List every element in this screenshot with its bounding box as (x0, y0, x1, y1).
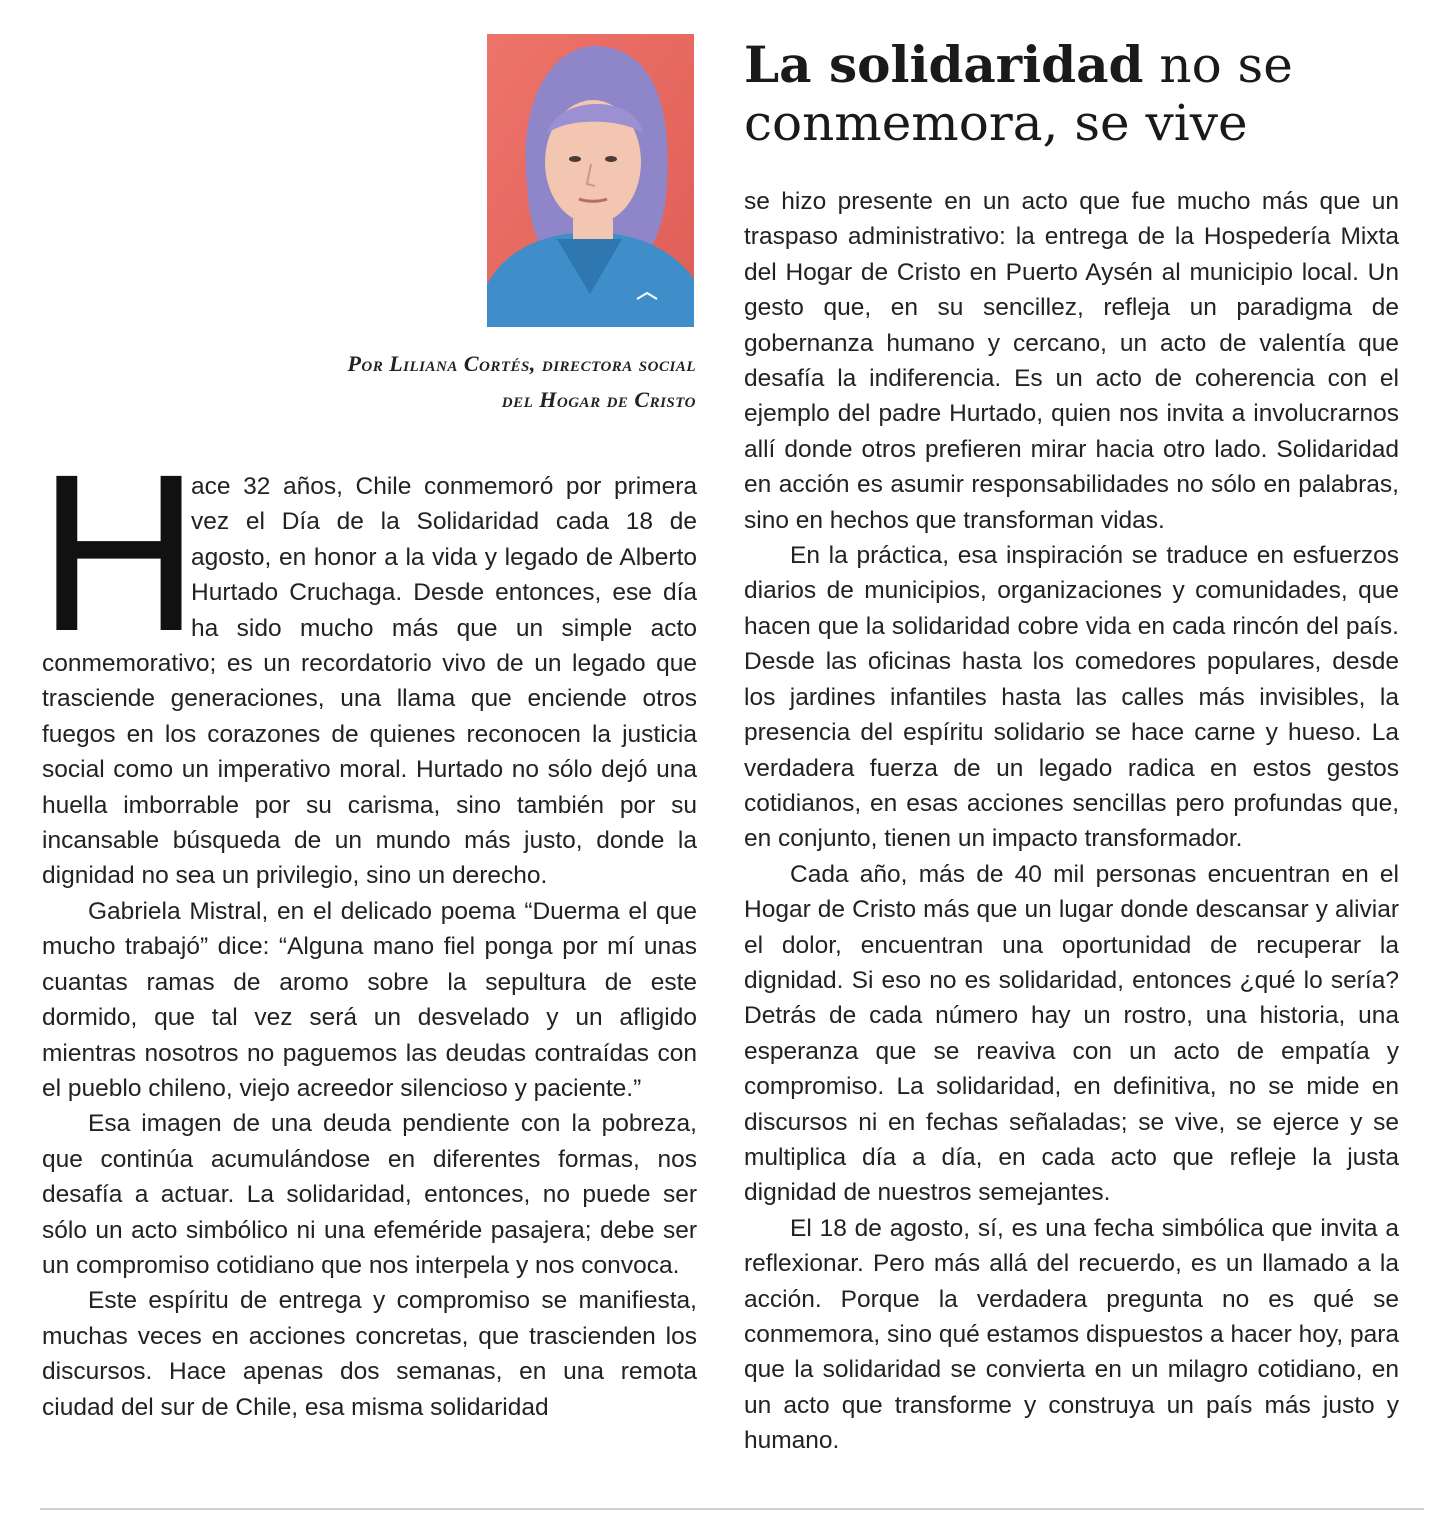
paragraph: Esa imagen de una deuda pendiente con la pobreza, que continúa acumulándose en diferentes formas, nos desafía a actuar. La solidaridad, entonces, no puede ser sólo un acto simbólico ni una efeméride pasajera; debe ser un compromiso cotidiano que nos interpela y nos convoca. (42, 1110, 697, 1279)
headline-rest: no se conmemora, se vive (744, 36, 1293, 152)
byline-line-2: del Hogar de Cristo (501, 387, 696, 412)
author-portrait (487, 34, 694, 327)
paragraph: Gabriela Mistral, en el delicado poema “Duerma el que mucho trabajó” dice: “Alguna mano fiel ponga por mí unas cuantas ramas de aromo sobre la sepultura de este dormido, que tal vez será un desvelado y un afligido mientras nosotros no paguemos las deudas contraídas con el pueblo chileno, viejo acreedor silencioso y paciente.” (42, 897, 697, 1102)
paragraph: se hizo presente en un acto que fue mucho más que un traspaso administrativo: la entrega de la Hospedería Mixta del Hogar de Cristo en Puerto Aysén al municipio local. Un gesto que, en su sencillez, refleja un paradigma de gobernanza humano y cercano, un acto de valentía que desafía la indiferencia. Es un acto de coherencia con el ejemplo del padre Hurtado, quien nos invita a involucrarnos allí donde otros prefieren mirar hacia otro lado. Solidaridad en acción es asumir responsabilidades no sólo en palabras, sino en hechos que transforman vidas. (744, 188, 1399, 534)
byline (230, 346, 696, 418)
headline-bold: La solidaridad (744, 35, 1144, 94)
paragraph: Este espíritu de entrega y compromiso se manifiesta, muchas veces en acciones concretas, que trascienden los discursos. Hace apenas dos semanas, en una remota ciudad del sur de Chile, esa misma solidaridad (42, 1287, 697, 1421)
right-column (744, 184, 1399, 1459)
paragraph: En la práctica, esa inspiración se traduce en esfuerzos diarios de municipios, organizaciones y comunidades, que hacen que la solidaridad cobre vida en cada rincón del país. Desde las oficinas hasta los comedores populares, desde los jardines infantiles hasta las calles más invisibles, la presencia del espíritu solidario se hace carne y hueso. La verdadera fuerza de un legado radica en estos gestos cotidianos, en esas acciones sencillas pero profundas que, en conjunto, tienen un impacto transformador. (744, 542, 1399, 853)
paragraph: H ace 32 años, Chile conmemoró por primera vez el Día de la Solidaridad cada 18 de agosto, en honor a la vida y legado de Alberto Hurtado Cruchaga. Desde entonces, ese día ha sido mucho más que un simple acto conmemorativo; es un recordatorio vivo de un legado que trasciende generaciones, una llama que enciende otros fuegos en los corazones de quienes reconocen la justicia social como un imperativo moral. Hurtado no sólo dejó una huella imborrable por su carisma, sino también por su incansable búsqueda de un mundo más justo, donde la dignidad no sea un privilegio, sino un derecho. (38, 428, 697, 890)
bottom-rule (40, 1508, 1424, 1510)
paragraph: El 18 de agosto, sí, es una fecha simbólica que invita a reflexionar. Pero más allá del recuerdo, es un llamado a la acción. Porque la verdadera pregunta no es qué se conmemora, sino qué estamos dispuestos a hacer hoy, para que la solidaridad se convierta en un milagro cotidiano, en un acto que transforme y construya un país más justo y humano. (744, 1214, 1399, 1455)
article-headline (744, 36, 1434, 152)
paragraph: Cada año, más de 40 mil personas encuentran en el Hogar de Cristo más que un lugar donde descansar y aliviar el dolor, encuentran una oportunidad de recuperar la dignidad. Si eso no es solidaridad, entonces ¿qué lo sería? Detrás de cada número hay un rostro, una historia, una esperanza que se reaviva con un acto de empatía y compromiso. La solidaridad, en definitiva, no se mide en discursos ni en fechas señaladas; se vive, se ejerce y se multiplica día a día, en cada acto que refleje la justa dignidad de nuestros semejantes. (744, 860, 1399, 1207)
left-column (38, 428, 697, 1425)
drop-cap: H (38, 428, 200, 678)
byline-line-1: Por Liliana Cortés, directora social (347, 351, 696, 376)
